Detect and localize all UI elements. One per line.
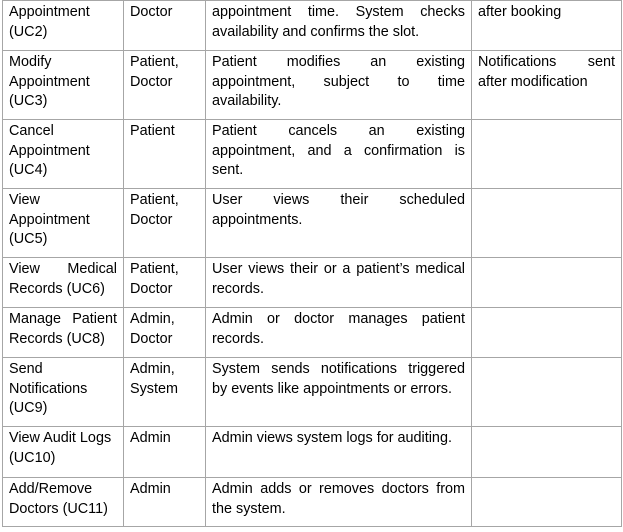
table-row (3, 258, 622, 308)
actor-cell: Admin, Doctor (124, 308, 206, 358)
notes-cell: Notifications sent after modification (472, 51, 622, 120)
table-row (3, 478, 622, 527)
actor-cell: Patient (124, 120, 206, 189)
actor-cell: Patient, Doctor (124, 51, 206, 120)
notes-cell (472, 308, 622, 358)
use-case-cell: View Medical Records (UC6) (3, 258, 124, 308)
description-cell: Admin adds or removes doctors from the system. (206, 478, 472, 527)
actor-cell: Patient, Doctor (124, 189, 206, 258)
table-row (3, 1, 622, 51)
table-row (3, 189, 622, 258)
description-cell: Patient modifies an existing appointment, subject to time availability. (206, 51, 472, 120)
use-case-cell: Appointment (UC2) (3, 1, 124, 51)
use-case-cell: Modify Appointment (UC3) (3, 51, 124, 120)
notes-cell (472, 258, 622, 308)
table-body (3, 1, 622, 527)
use-case-cell: View Appointment (UC5) (3, 189, 124, 258)
notes-cell (472, 120, 622, 189)
table-row (3, 427, 622, 478)
description-cell: User views their or a patient’s medical records. (206, 258, 472, 308)
description-cell: System sends notifications triggered by events like appointments or errors. (206, 358, 472, 427)
table-row (3, 358, 622, 427)
notes-cell (472, 358, 622, 427)
table-row (3, 308, 622, 358)
actor-cell: Admin (124, 478, 206, 527)
actor-cell: Admin (124, 427, 206, 478)
actor-cell: Doctor (124, 1, 206, 51)
actor-cell: Admin, System (124, 358, 206, 427)
description-cell: appointment time. System checks availability and confirms the slot. (206, 1, 472, 51)
use-case-cell: Manage Patient Records (UC8) (3, 308, 124, 358)
description-cell: User views their scheduled appointments. (206, 189, 472, 258)
table-row (3, 51, 622, 120)
notes-cell (472, 478, 622, 527)
notes-cell (472, 189, 622, 258)
actor-cell: Patient, Doctor (124, 258, 206, 308)
description-cell: Admin or doctor manages patient records. (206, 308, 472, 358)
notes-cell: after booking (472, 1, 622, 51)
table-row (3, 120, 622, 189)
description-cell: Admin views system logs for auditing. (206, 427, 472, 478)
use-case-table (2, 0, 622, 527)
description-cell: Patient cancels an existing appointment, and a confirmation is sent. (206, 120, 472, 189)
notes-cell (472, 427, 622, 478)
use-case-cell: Add/Remove Doctors (UC11) (3, 478, 124, 527)
use-case-cell: Cancel Appointment (UC4) (3, 120, 124, 189)
use-case-cell: Send Notifications (UC9) (3, 358, 124, 427)
use-case-cell: View Audit Logs (UC10) (3, 427, 124, 478)
